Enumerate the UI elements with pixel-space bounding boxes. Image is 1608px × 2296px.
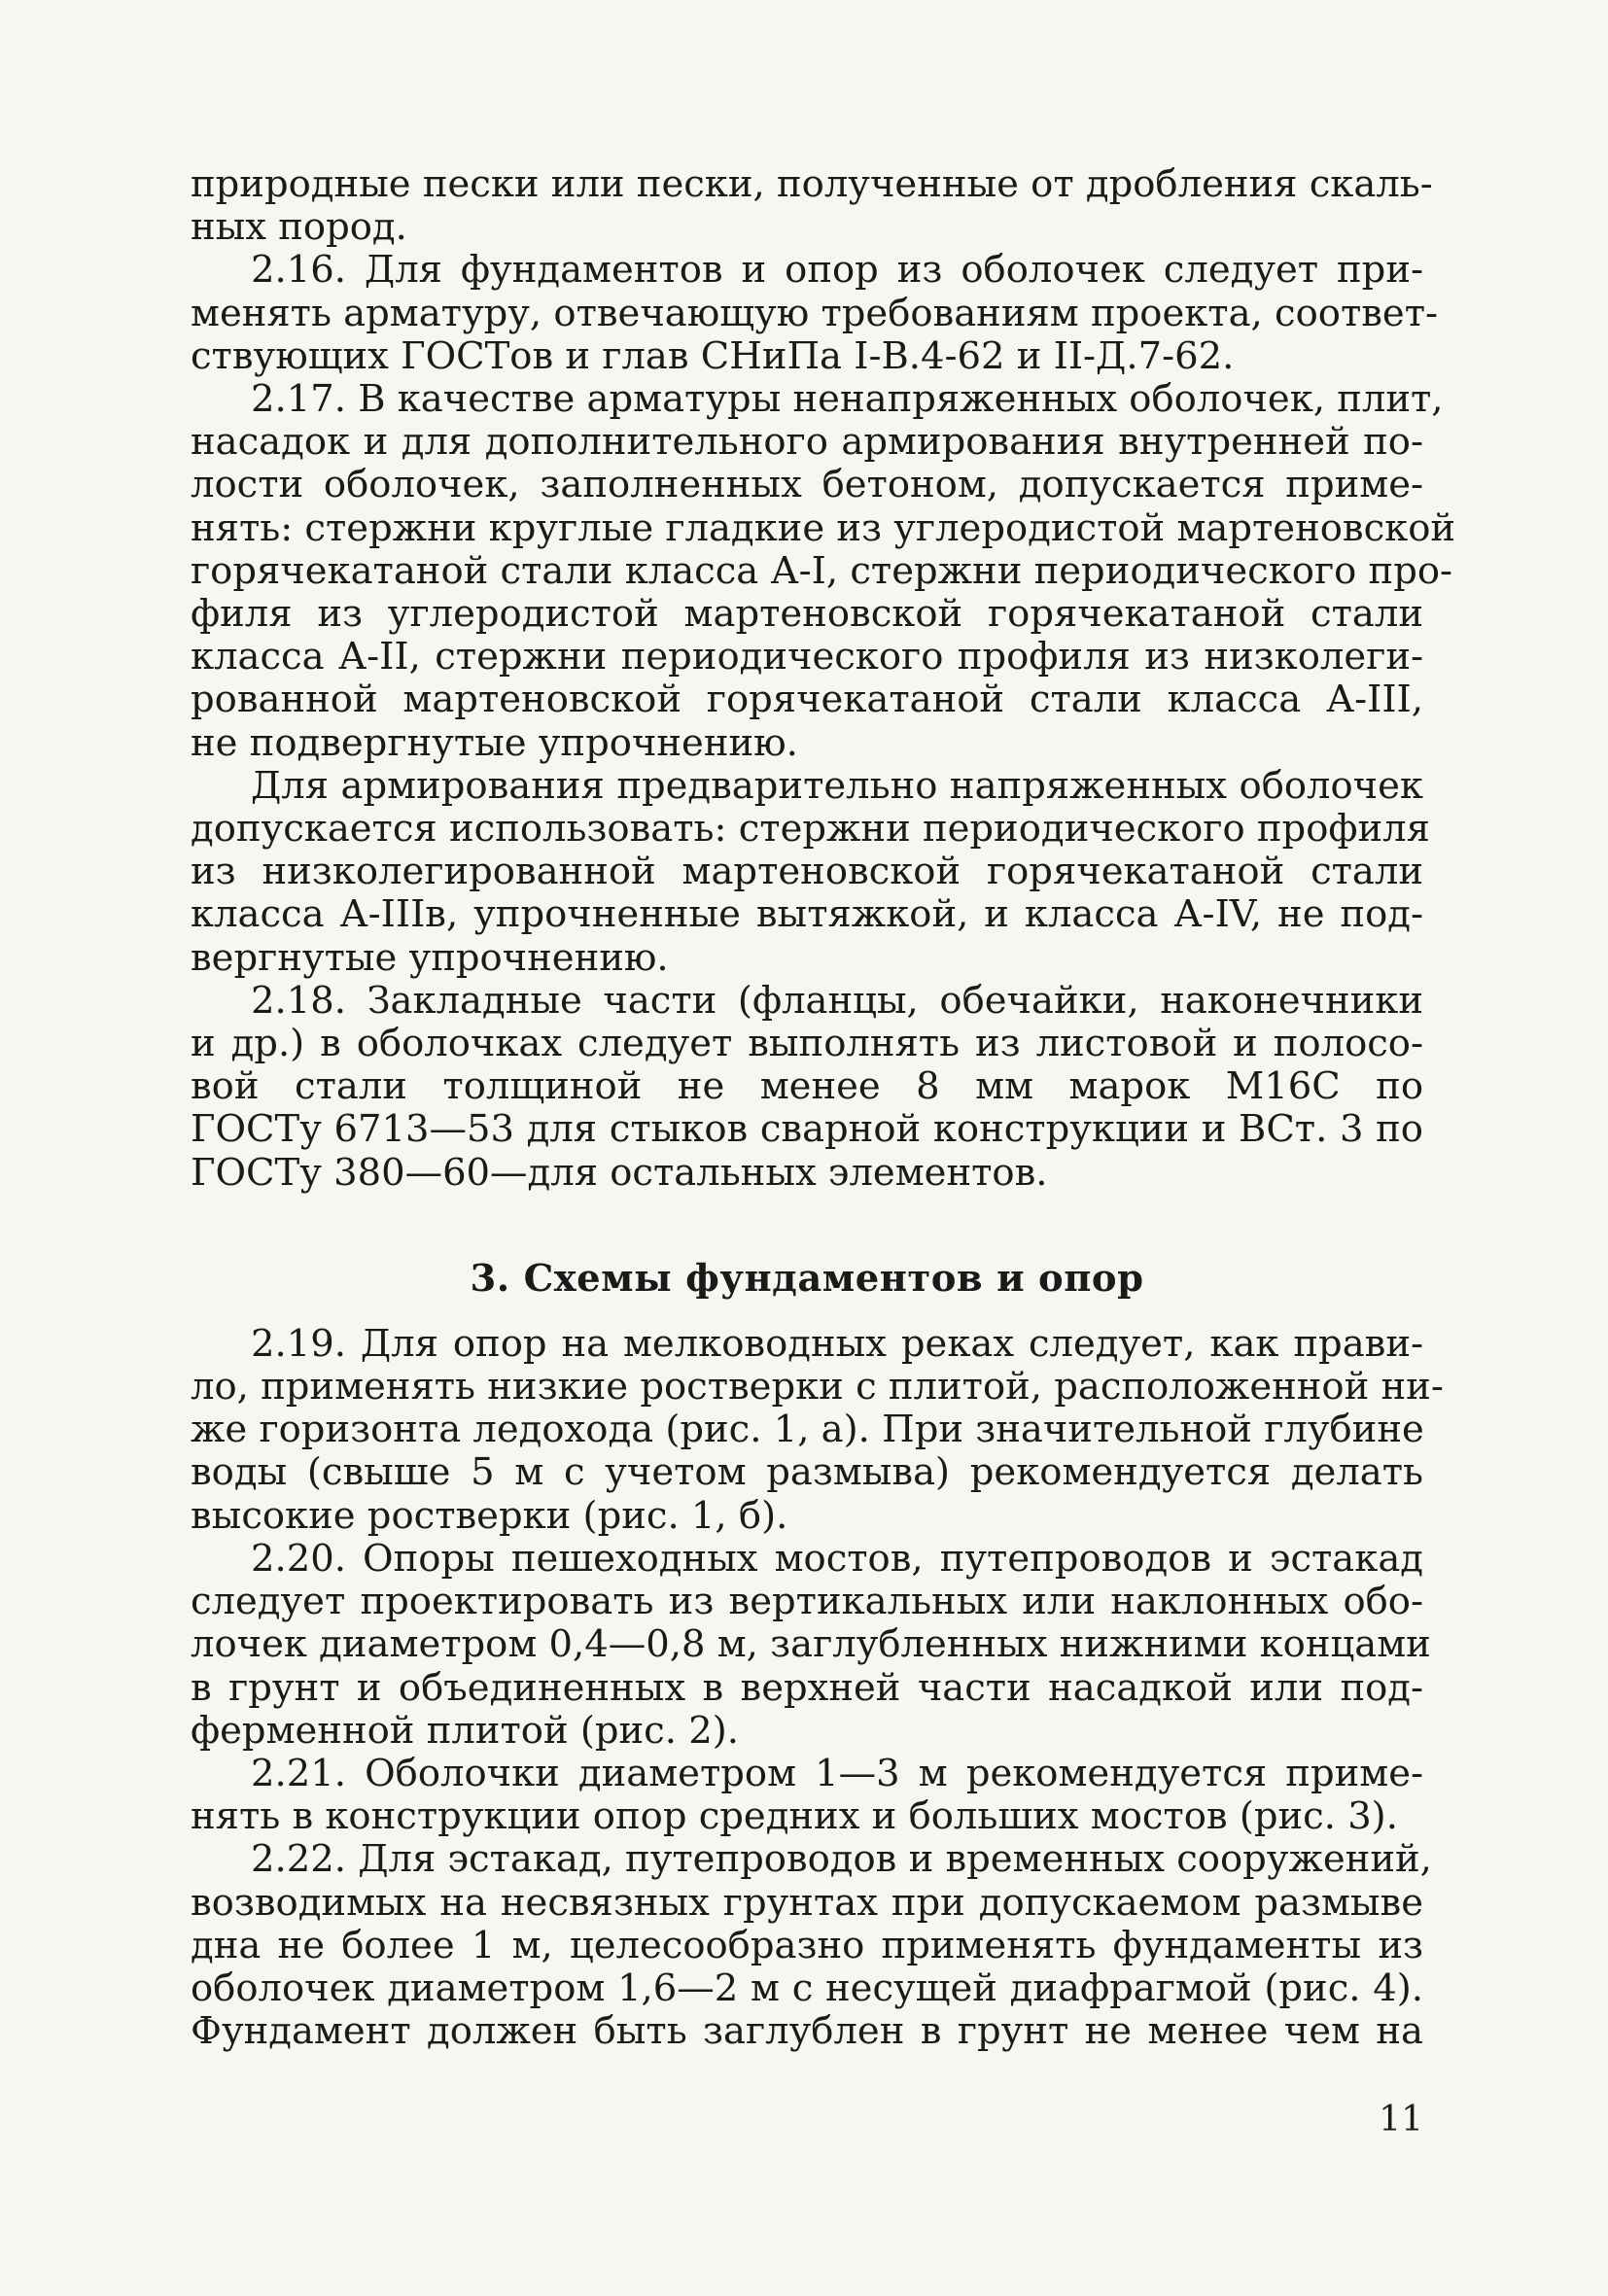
text-line: нять в конструкции опор средних и больших мостов (рис. 3). bbox=[191, 1794, 1398, 1839]
text-line: природные пески или пески, полученные от дробления скаль- bbox=[191, 162, 1433, 206]
text-line: 2.19. Для опор на мелководных реках следует, как прави- bbox=[251, 1321, 1423, 1366]
text-line: 2.22. Для эстакад, путепроводов и временных сооружений, bbox=[251, 1837, 1432, 1882]
text-line: же горизонта ледохода (рис. 1, а). При значительной глубине bbox=[191, 1408, 1424, 1452]
text-line: Для армирования предварительно напряженных оболочек bbox=[251, 763, 1423, 808]
text-line: менять арматуру, отвечающую требованиям проекта, соответ- bbox=[191, 291, 1439, 335]
text-line: в грунт и объединенных в верхней части насадкой или под- bbox=[191, 1665, 1423, 1710]
text-line: ствующих ГОСТов и глав СНиПа I-В.4-62 и II-Д.7-62. bbox=[191, 333, 1235, 378]
text-line: нять: стержни круглые гладкие из углеродистой мартеновской bbox=[191, 505, 1456, 550]
text-line: дна не более 1 м, целесообразно применять фундаменты из bbox=[191, 1923, 1423, 1967]
text-line: высокие ростверки (рис. 1, б). bbox=[191, 1493, 788, 1538]
paragraph bbox=[191, 1837, 1432, 2054]
paragraph bbox=[191, 377, 1456, 765]
text-line: ГОСТу 380—60—для остальных элементов. bbox=[191, 1150, 1048, 1195]
text-line: Фундамент должен быть заглублен в грунт не менее чем на bbox=[191, 2009, 1423, 2054]
text-line: возводимых на несвязных грунтах при допускаемом размыве bbox=[191, 1880, 1423, 1925]
document-page bbox=[191, 162, 1456, 2054]
text-line: ло, применять низкие ростверки с плитой, расположенной ни- bbox=[191, 1365, 1444, 1409]
paragraph bbox=[191, 248, 1439, 378]
paragraph bbox=[191, 763, 1430, 980]
section-heading: 3. Схемы фундаментов и опор bbox=[470, 1256, 1144, 1301]
text-line: воды (свыше 5 м с учетом размыва) рекомендуется делать bbox=[191, 1450, 1423, 1495]
text-line: оболочек диаметром 1,6—2 м с несущей диафрагмой (рис. 4). bbox=[191, 1966, 1423, 2010]
text-line: вой стали толщиной не менее 8 мм марок М16С по bbox=[191, 1064, 1423, 1109]
text-line: класса А-II, стержни периодического профиля из низколеги- bbox=[191, 635, 1423, 679]
text-line: горячекатаной стали класса А-I, стержни периодического про- bbox=[191, 548, 1453, 593]
text-line: из низколегированной мартеновской горячекатаной стали bbox=[191, 850, 1423, 894]
paragraph bbox=[191, 162, 1433, 250]
text-line: филя из углеродистой мартеновской горячекатаной стали bbox=[191, 592, 1423, 637]
text-line: 2.17. В качестве арматуры ненапряженных оболочек, плит, bbox=[251, 377, 1444, 422]
text-line: 2.20. Опоры пешеходных мостов, путепроводов и эстакад bbox=[251, 1536, 1423, 1581]
text-line: следует проектировать из вертикальных или наклонных обо- bbox=[191, 1580, 1423, 1624]
text-line: насадок и для дополнительного армирования внутренней по- bbox=[191, 420, 1423, 465]
paragraph bbox=[191, 1753, 1423, 1838]
text-line: вергнутые упрочнению. bbox=[191, 935, 669, 980]
text-line: лочек диаметром 0,4—0,8 м, заглубленных нижними концами bbox=[191, 1622, 1431, 1667]
text-line: лости оболочек, заполненных бетоном, допускается приме- bbox=[191, 463, 1423, 507]
text-block-before-heading bbox=[191, 162, 1456, 1195]
text-line: рованной мартеновской горячекатаной стали класса А-III, bbox=[191, 678, 1423, 722]
text-line: 2.16. Для фундаментов и опор из оболочек следует при- bbox=[251, 248, 1423, 293]
paragraph bbox=[191, 1321, 1444, 1538]
text-line: 2.21. Оболочки диаметром 1—3 м рекомендуется приме- bbox=[251, 1751, 1423, 1795]
paragraph bbox=[191, 1536, 1431, 1753]
paragraph bbox=[191, 980, 1423, 1195]
text-line: и др.) в оболочках следует выполнять из листовой и полосо- bbox=[191, 1022, 1423, 1066]
text-line: 2.18. Закладные части (фланцы, обечайки, наконечники bbox=[251, 978, 1423, 1023]
text-line: ГОСТу 6713—53 для стыков сварной конструкции и ВСт. 3 по bbox=[191, 1107, 1423, 1152]
text-line: ных пород. bbox=[191, 205, 407, 250]
text-line: класса А-IIIв, упрочненные вытяжкой, и класса А-IV, не под- bbox=[191, 892, 1423, 937]
text-line: допускается использовать: стержни периодического профиля bbox=[191, 807, 1430, 852]
text-block-after-heading bbox=[191, 1321, 1444, 2054]
page-number: 11 bbox=[1379, 2100, 1423, 2139]
text-line: не подвергнутые упрочнению. bbox=[191, 720, 798, 765]
text-line: ферменной плитой (рис. 2). bbox=[191, 1708, 739, 1753]
